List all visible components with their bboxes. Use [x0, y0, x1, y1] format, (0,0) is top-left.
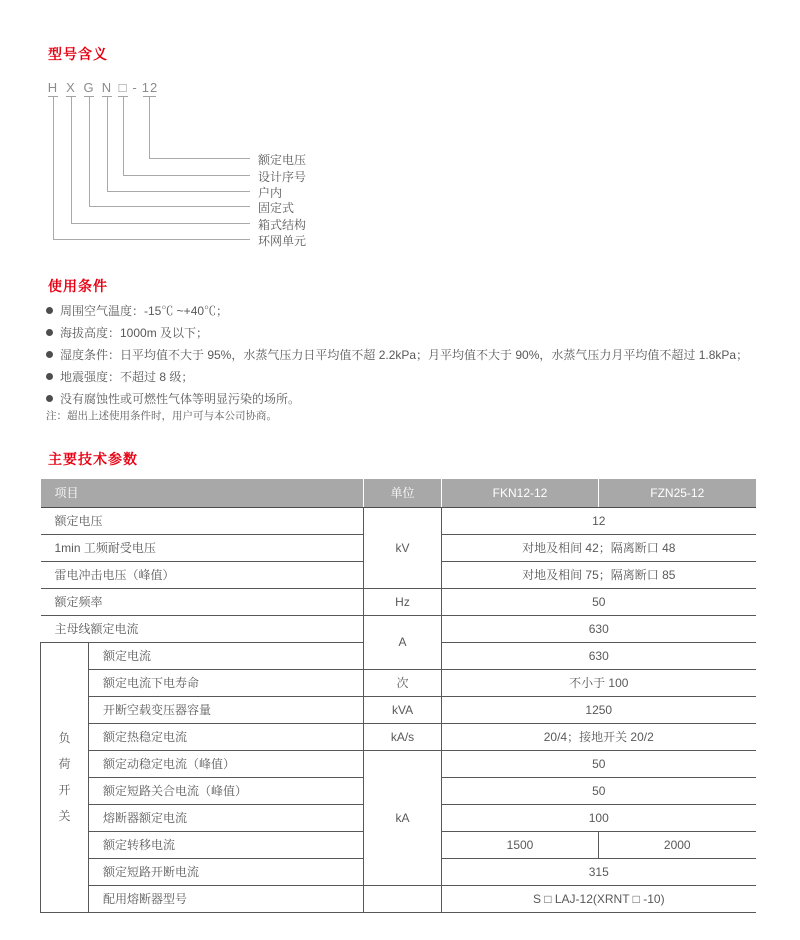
row-value: 50 — [442, 777, 756, 804]
row-value: 不小于 100 — [442, 669, 756, 696]
connector-line — [107, 191, 250, 192]
row-unit: 次 — [364, 669, 442, 696]
condition-text: 湿度条件：日平均值不大于 95%，水蒸气压力日平均值不超 2.2kPa；月平均值不大于 90%，水蒸气压力月平均值不超过 1.8kPa； — [60, 347, 749, 362]
model-section-title: 型号含义 — [48, 46, 108, 62]
row-item: 额定电流下电寿命 — [89, 669, 364, 696]
connector-line — [71, 223, 250, 224]
row-value: 20/4；接地开关 20/2 — [442, 723, 756, 750]
row-item: 主母线额定电流 — [41, 615, 364, 642]
connector-line — [71, 97, 72, 223]
condition-text: 地震强度：不超过 8 级； — [60, 369, 194, 384]
model-label-rated-voltage: 额定电压 — [258, 153, 307, 167]
condition-text: 周围空气温度：-15℃ ~+40℃； — [60, 303, 229, 318]
code-char-box: □ — [118, 80, 128, 95]
model-label-indoor: 户内 — [258, 186, 283, 200]
condition-item — [46, 321, 766, 343]
condition-text: 海拔高度：1000m 及以下； — [60, 325, 209, 340]
connector-line — [89, 206, 250, 207]
row-unit: Hz — [364, 588, 442, 615]
row-value: 对地及相间 75；隔离断口 85 — [442, 561, 756, 588]
table-row — [41, 588, 756, 615]
code-char-g: G — [83, 80, 95, 95]
header-fkn12: FKN12-12 — [442, 479, 599, 507]
params-table — [40, 479, 756, 913]
model-label-fixed-type: 固定式 — [258, 201, 295, 215]
table-row — [41, 723, 756, 750]
row-value: 100 — [442, 804, 756, 831]
bullet-icon — [46, 329, 53, 336]
row-value: 50 — [442, 750, 756, 777]
row-value: 315 — [442, 858, 756, 885]
condition-item — [46, 343, 766, 365]
code-char-x: X — [66, 80, 76, 95]
table-row — [41, 615, 756, 642]
row-value: 50 — [442, 588, 756, 615]
row-value: 12 — [442, 507, 756, 534]
connector-line — [149, 158, 250, 159]
row-item: 1min 工频耐受电压 — [41, 534, 364, 561]
load-switch-group-cell — [41, 642, 89, 912]
row-value-fzn25: 2000 — [599, 831, 756, 858]
row-item: 配用熔断器型号 — [89, 885, 364, 912]
bullet-icon — [46, 373, 53, 380]
model-code-diagram — [0, 80, 780, 260]
table-row — [41, 696, 756, 723]
model-label-ring-unit: 环网单元 — [258, 234, 307, 248]
condition-item — [46, 299, 766, 321]
row-item: 额定转移电流 — [89, 831, 364, 858]
row-value: 630 — [442, 615, 756, 642]
conditions-section-title: 使用条件 — [48, 278, 108, 294]
connector-line — [123, 97, 124, 175]
header-unit: 单位 — [364, 479, 442, 507]
header-fzn25: FZN25-12 — [599, 479, 756, 507]
row-value: 对地及相间 42；隔离断口 48 — [442, 534, 756, 561]
conditions-note: 注：超出上述使用条件时，用户可与本公司协商。 — [46, 410, 277, 422]
row-item: 额定电流 — [89, 642, 364, 669]
model-label-design-serial: 设计序号 — [258, 170, 307, 184]
row-unit: kV — [364, 507, 442, 588]
table-row — [41, 669, 756, 696]
row-item: 额定动稳定电流（峰值） — [89, 750, 364, 777]
row-item: 额定电压 — [41, 507, 364, 534]
bullet-icon — [46, 395, 53, 402]
code-char-n: N — [101, 80, 113, 95]
table-row — [41, 750, 756, 777]
row-item: 开断空载变压器容量 — [89, 696, 364, 723]
row-item: 雷电冲击电压（峰值） — [41, 561, 364, 588]
row-item: 额定短路关合电流（峰值） — [89, 777, 364, 804]
row-unit: kA — [364, 750, 442, 885]
row-unit-empty — [364, 885, 442, 912]
row-item: 额定短路开断电流 — [89, 858, 364, 885]
row-value-fkn12: 1500 — [442, 831, 599, 858]
row-unit: kVA — [364, 696, 442, 723]
header-item: 项目 — [41, 479, 364, 507]
condition-item — [46, 365, 766, 387]
connector-line — [53, 239, 250, 240]
model-label-box-structure: 箱式结构 — [258, 218, 307, 232]
row-unit: kA/s — [364, 723, 442, 750]
connector-line — [89, 97, 90, 206]
code-char-12: 12 — [141, 80, 159, 95]
params-section-title: 主要技术参数 — [48, 451, 138, 467]
condition-text: 没有腐蚀性或可燃性气体等明显污染的场所。 — [60, 391, 301, 406]
group-label: 负荷开关 — [58, 731, 71, 823]
code-char-h: H — [47, 80, 59, 95]
conditions-list — [46, 299, 766, 409]
code-char-dash: - — [132, 80, 138, 95]
row-value: 630 — [442, 642, 756, 669]
row-item: 额定热稳定电流 — [89, 723, 364, 750]
table-header-row — [41, 479, 756, 507]
connector-line — [149, 97, 150, 158]
row-value: S □ LAJ-12(XRNT □ -10) — [442, 885, 756, 912]
row-unit: A — [364, 615, 442, 669]
row-value: 1250 — [442, 696, 756, 723]
bullet-icon — [46, 351, 53, 358]
condition-item — [46, 387, 766, 409]
connector-line — [53, 97, 54, 239]
row-item: 额定频率 — [41, 588, 364, 615]
table-row — [41, 885, 756, 912]
connector-line — [123, 175, 250, 176]
table-row — [41, 507, 756, 534]
connector-line — [107, 97, 108, 191]
bullet-icon — [46, 307, 53, 314]
row-item: 熔断器额定电流 — [89, 804, 364, 831]
